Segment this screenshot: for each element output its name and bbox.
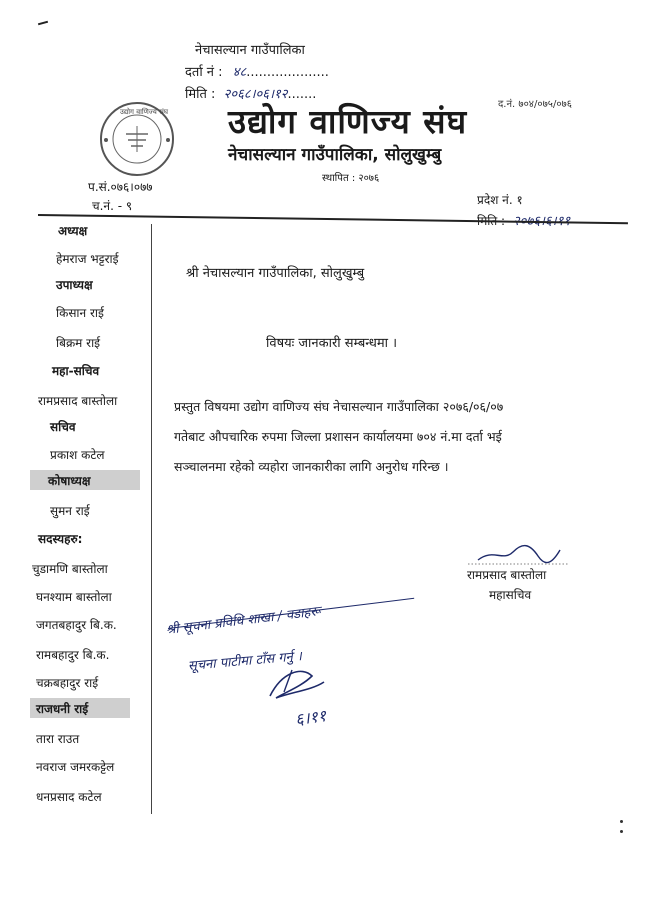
sidebar-heading-adhyaksha: अध्यक्ष xyxy=(58,224,88,238)
ref-number: द.नं. ७०४/०७५/०७६ xyxy=(498,99,572,110)
seal-text: उद्योग वाणिज्य संघ xyxy=(120,108,168,116)
office-name: नेचासल्यान गाउँपालिका xyxy=(195,43,305,58)
sidebar-name: घनश्याम बास्तोला xyxy=(36,590,112,604)
handwritten-note-line-1: श्री सूचना प्रविधि शाखा / वडाहरू xyxy=(165,604,322,638)
signatory-title: महासचिव xyxy=(489,588,532,602)
signature-graphic xyxy=(468,540,568,568)
corner-mark xyxy=(38,21,48,26)
miti-dots: ....... xyxy=(287,87,317,102)
darta-label: दर्ता नं : xyxy=(185,65,223,80)
darta-line xyxy=(185,62,329,80)
sidebar-name: प्रकाश कटेल xyxy=(50,448,105,462)
handwritten-number: ६।११ xyxy=(293,705,328,730)
sidebar-name: चुडामणि बास्तोला xyxy=(32,562,108,576)
sidebar-name: बिक्रम राई xyxy=(56,336,101,350)
ps-number: प.सं.०७६।०७७ xyxy=(88,180,153,194)
handwritten-note-line-2: सूचना पाटीमा टाँस गर्नु । xyxy=(187,649,303,674)
organization-seal xyxy=(98,100,176,178)
body-para-line-1: प्रस्तुत विषयमा उद्योग वाणिज्य संघ नेचासल्यान गाउँपालिका २०७६/०६/०७ xyxy=(174,399,504,414)
darta-value: ४८ xyxy=(232,65,247,80)
initial-graphic xyxy=(262,662,332,704)
miti-label: मिति : xyxy=(185,87,216,102)
sidebar-divider xyxy=(151,224,152,814)
stray-mark xyxy=(620,830,623,833)
sidebar-name: चक्रबहादुर राई xyxy=(36,676,99,690)
miti-value: २०६८।०६।१२ xyxy=(223,87,288,102)
sidebar-name: हेमराज भट्टराई xyxy=(56,252,119,266)
handwritten-underline xyxy=(168,598,414,629)
sidebar-heading-mahasachiv: महा-सचिव xyxy=(52,364,100,378)
body-para-line-3: सञ्चालनमा रहेको व्यहोरा जानकारीका लागि अनुरोध गरिन्छ । xyxy=(174,459,449,474)
sidebar-name: नवराज जमरकट्टेल xyxy=(36,760,115,774)
darta-dots: .................... xyxy=(246,65,329,80)
sidebar-name: जगतबहादुर बि.क. xyxy=(36,618,117,632)
sidebar-heading-upadhyaksha: उपाध्यक्ष xyxy=(56,278,93,292)
chalani-number: च.नं. - ९ xyxy=(92,199,133,213)
sidebar-name: धनप्रसाद कटेल xyxy=(36,790,102,804)
letterhead-subtitle: नेचासल्यान गाउँपालिका, सोलुखुम्बु xyxy=(228,145,442,165)
stray-mark xyxy=(620,820,623,823)
pradesh-number: प्रदेश नं. १ xyxy=(477,193,523,207)
sidebar-name: सुमन राई xyxy=(50,504,90,518)
sidebar-heading-koshadhyaksha: कोषाध्यक्ष xyxy=(48,474,91,488)
sidebar-name: रामबहादुर बि.क. xyxy=(36,648,110,662)
sidebar-name: रामप्रसाद बास्तोला xyxy=(38,394,118,408)
letterhead-title: उद्योग वाणिज्य संघ xyxy=(228,102,468,141)
sidebar-heading-sachiv: सचिव xyxy=(50,420,76,434)
recipient-line: श्री नेचासल्यान गाउँपालिका, सोलुखुम्बु xyxy=(186,266,365,281)
handwritten-initial xyxy=(262,662,332,708)
sidebar-name: तारा राउत xyxy=(36,732,80,746)
established: स्थापित : २०७६ xyxy=(322,173,380,184)
sidebar-name: किसान राई xyxy=(56,306,104,320)
signatory-name: रामप्रसाद बास्तोला xyxy=(467,568,547,582)
subject-line: विषयः जानकारी सम्बन्धमा । xyxy=(266,336,398,351)
sidebar-heading-sadasya: सदस्यहरु: xyxy=(38,532,83,546)
body-para-line-2: गतेबाट औपचारिक रुपमा जिल्ला प्रशासन कार्यालयमा ७०४ नं.मा दर्ता भई xyxy=(174,429,502,444)
sidebar-name: राजधनी राई xyxy=(36,702,89,716)
